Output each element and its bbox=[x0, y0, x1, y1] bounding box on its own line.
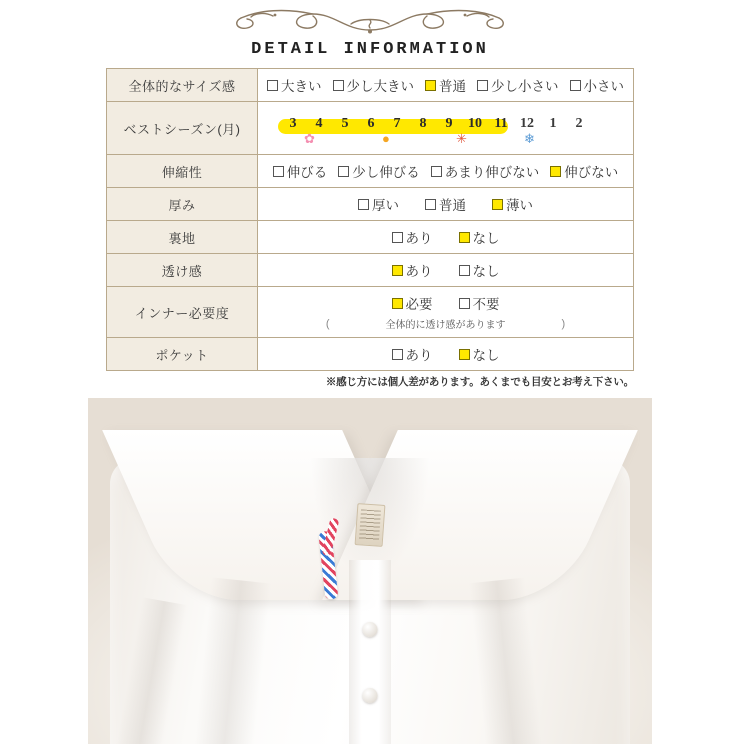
row-value-lining bbox=[258, 221, 634, 254]
row-value-inner-necessity bbox=[258, 287, 634, 338]
checkbox-icon[interactable] bbox=[338, 166, 349, 177]
blouse-button bbox=[363, 688, 378, 703]
checkbox-checked-icon[interactable] bbox=[392, 265, 403, 276]
month-2: 2 bbox=[575, 116, 583, 131]
blouse-button bbox=[363, 622, 378, 637]
row-value-overall-size bbox=[258, 69, 634, 102]
row-value-pocket bbox=[258, 338, 634, 371]
option-size-normal[interactable] bbox=[425, 75, 466, 95]
option-stretch-slight[interactable] bbox=[338, 161, 420, 181]
row-value-thickness bbox=[258, 188, 634, 221]
snowflake-icon: ❄ bbox=[524, 131, 535, 146]
option-pocket-yes[interactable] bbox=[392, 344, 433, 364]
option-thickness-normal[interactable] bbox=[425, 194, 466, 214]
maple-leaf-icon: ✳ bbox=[456, 131, 467, 146]
option-lining-yes[interactable] bbox=[392, 227, 433, 247]
row-label-inner-necessity: インナー必要度 bbox=[107, 287, 258, 338]
option-inner-needed[interactable] bbox=[392, 293, 433, 313]
table-row bbox=[107, 338, 634, 371]
page-title: DETAIL INFORMATION bbox=[251, 40, 489, 59]
checkbox-icon[interactable] bbox=[267, 80, 278, 91]
month-6: 6 bbox=[367, 116, 375, 131]
table-row bbox=[107, 287, 634, 338]
product-photo bbox=[88, 398, 652, 744]
table-footnote: ※感じ方には個人差があります。あくまでも目安とお考え下さい。 bbox=[325, 376, 634, 388]
option-label: 普通 bbox=[439, 198, 466, 213]
month-8: 8 bbox=[419, 116, 427, 131]
note-paren-left: ( bbox=[325, 317, 330, 330]
option-label: 薄い bbox=[506, 198, 533, 213]
table-row bbox=[107, 102, 634, 155]
checkbox-icon[interactable] bbox=[358, 199, 369, 210]
checkbox-icon[interactable] bbox=[425, 199, 436, 210]
option-size-slightly-large[interactable] bbox=[333, 75, 415, 95]
inner-necessity-note bbox=[264, 316, 627, 331]
option-label: あり bbox=[405, 231, 433, 246]
flower-icon: ✿ bbox=[304, 131, 315, 146]
option-label: 少し大きい bbox=[346, 79, 414, 94]
option-stretch-yes[interactable] bbox=[273, 161, 328, 181]
checkbox-icon[interactable] bbox=[477, 80, 488, 91]
option-size-slightly-small[interactable] bbox=[477, 75, 559, 95]
row-label-lining: 裏地 bbox=[107, 221, 258, 254]
month-3: 3 bbox=[289, 116, 297, 131]
option-stretch-none[interactable] bbox=[550, 161, 618, 181]
checkbox-icon[interactable] bbox=[459, 298, 470, 309]
checkbox-checked-icon[interactable] bbox=[425, 80, 436, 91]
option-lining-no[interactable] bbox=[459, 227, 500, 247]
month-4: 4 bbox=[315, 116, 323, 131]
row-label-pocket: ポケット bbox=[107, 338, 258, 371]
month-11: 11 bbox=[494, 116, 508, 131]
row-value-stretch bbox=[258, 155, 634, 188]
checkbox-checked-icon[interactable] bbox=[392, 298, 403, 309]
option-label: 大きい bbox=[281, 79, 322, 94]
option-label: なし bbox=[472, 348, 500, 363]
row-label-stretch: 伸縮性 bbox=[107, 155, 258, 188]
checkbox-icon[interactable] bbox=[273, 166, 284, 177]
tag-text-lines bbox=[359, 509, 381, 540]
checkbox-icon[interactable] bbox=[333, 80, 344, 91]
option-thickness-thick[interactable] bbox=[358, 194, 399, 214]
option-pocket-no[interactable] bbox=[459, 344, 500, 364]
option-label: 伸びる bbox=[286, 165, 328, 180]
detail-information-table bbox=[106, 68, 634, 371]
option-label: 厚い bbox=[372, 198, 399, 213]
checkbox-icon[interactable] bbox=[459, 265, 470, 276]
option-size-small[interactable] bbox=[570, 75, 625, 95]
option-label: 普通 bbox=[439, 79, 466, 94]
checkbox-icon[interactable] bbox=[431, 166, 442, 177]
option-thickness-thin[interactable] bbox=[492, 194, 533, 214]
option-sheerness-yes[interactable] bbox=[392, 260, 433, 280]
month-5: 5 bbox=[341, 116, 349, 131]
note-paren-right: ) bbox=[561, 317, 566, 330]
row-label-overall-size: 全体的なサイズ感 bbox=[107, 69, 258, 102]
blouse-illustration bbox=[110, 430, 630, 744]
checkbox-icon[interactable] bbox=[392, 232, 403, 243]
ornament-divider bbox=[0, 4, 740, 38]
month-7: 7 bbox=[393, 116, 401, 131]
option-label: 少し伸びる bbox=[352, 165, 420, 180]
option-inner-not-needed[interactable] bbox=[459, 293, 500, 313]
sun-icon: ● bbox=[382, 131, 390, 146]
table-row bbox=[107, 155, 634, 188]
row-label-best-season: ベストシーズン(月) bbox=[107, 102, 258, 155]
row-value-best-season bbox=[258, 102, 634, 155]
checkbox-checked-icon[interactable] bbox=[459, 232, 470, 243]
checkbox-checked-icon[interactable] bbox=[492, 199, 503, 210]
checkbox-checked-icon[interactable] bbox=[550, 166, 561, 177]
option-label: 少し小さい bbox=[491, 79, 559, 94]
row-value-sheerness bbox=[258, 254, 634, 287]
month-1: 1 bbox=[549, 116, 557, 131]
season-icon-row bbox=[266, 132, 625, 148]
table-row bbox=[107, 254, 634, 287]
option-label: 必要 bbox=[405, 297, 433, 312]
option-size-large[interactable] bbox=[267, 75, 322, 95]
checkbox-icon[interactable] bbox=[570, 80, 581, 91]
option-sheerness-no[interactable] bbox=[459, 260, 500, 280]
option-label: 小さい bbox=[583, 79, 624, 94]
option-label: あり bbox=[405, 264, 433, 279]
blouse-placket bbox=[349, 560, 391, 744]
ornament-flourish-icon bbox=[155, 4, 585, 38]
option-label: 伸びない bbox=[564, 165, 619, 180]
month-12: 12 bbox=[520, 116, 534, 131]
product-detail-page bbox=[0, 4, 740, 744]
month-9: 9 bbox=[445, 116, 453, 131]
month-10: 10 bbox=[468, 116, 482, 131]
option-label: なし bbox=[472, 264, 500, 279]
checkbox-icon[interactable] bbox=[392, 349, 403, 360]
note-text: 全体的に透け感があります bbox=[385, 320, 506, 331]
row-label-thickness: 厚み bbox=[107, 188, 258, 221]
option-label: あり bbox=[405, 348, 433, 363]
checkbox-checked-icon[interactable] bbox=[459, 349, 470, 360]
brand-tag bbox=[355, 503, 386, 547]
table-row bbox=[107, 69, 634, 102]
table-row bbox=[107, 188, 634, 221]
option-stretch-little[interactable] bbox=[431, 161, 540, 181]
option-label: 不要 bbox=[472, 297, 500, 312]
table-row bbox=[107, 221, 634, 254]
option-label: なし bbox=[472, 231, 500, 246]
option-label: あまり伸びない bbox=[444, 165, 540, 180]
row-label-sheerness: 透け感 bbox=[107, 254, 258, 287]
season-month-list bbox=[266, 116, 625, 132]
